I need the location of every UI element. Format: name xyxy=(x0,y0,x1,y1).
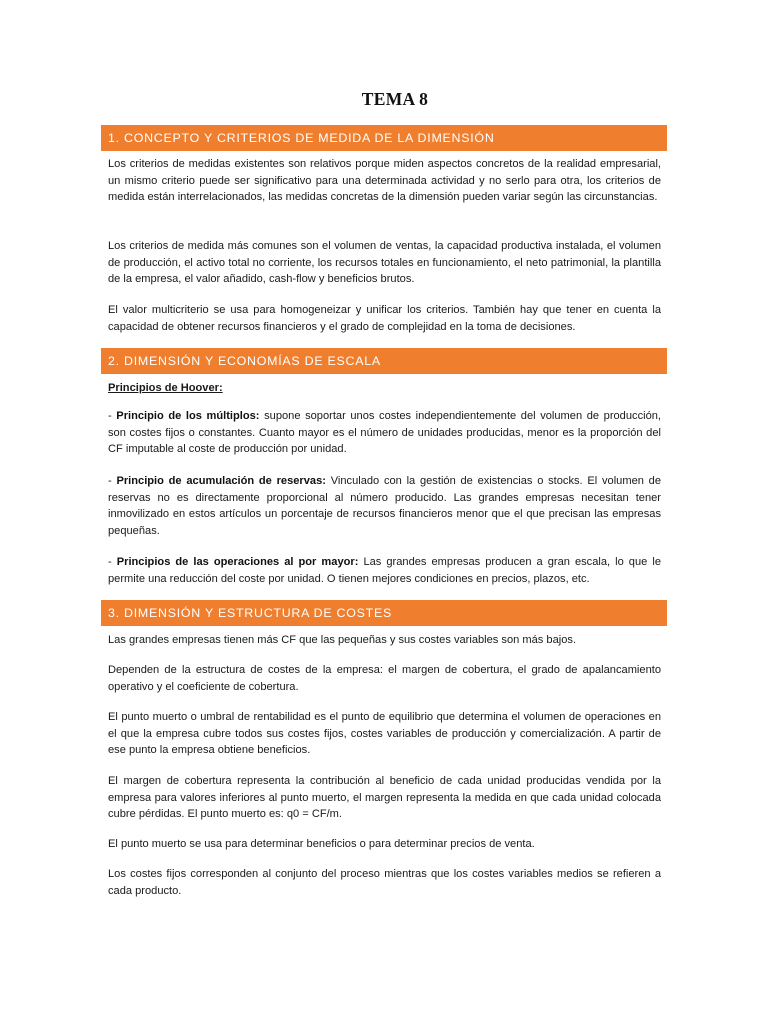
item-prefix: - xyxy=(108,556,117,568)
section-1-paragraph-2: Los criterios de medida más comunes son el volumen de ventas, la capacidad productiva instalada, el volumen de producción, el activo total no corriente, los recursos totales en funcionamiento, el neto patrimonial, la plantilla de la empresa, el valor añadido, cash-flow y beneficios brutos. xyxy=(108,240,661,285)
section-2-item-3 xyxy=(108,554,661,587)
section-2-item-2 xyxy=(108,473,661,539)
item-prefix: - xyxy=(108,410,117,422)
section-2-subtitle xyxy=(108,380,661,397)
item-term: Principio de los múltiplos: xyxy=(116,410,260,422)
section-3-paragraph-5: El punto muerto se usa para determinar beneficios o para determinar precios de venta. xyxy=(108,838,535,850)
page-title: TEMA 8 xyxy=(361,89,429,109)
section-3-paragraph-1: Las grandes empresas tienen más CF que las pequeñas y sus costes variables son más bajos. xyxy=(108,634,577,646)
section-3-paragraph-6: Los costes fijos corresponden al conjunto del proceso mientras que los costes variables medios se refieren a cada producto. xyxy=(108,868,661,897)
section-2-header: 2. DIMENSIÓN Y ECONOMÍAS DE ESCALA xyxy=(101,348,667,374)
item-text: supone soportar unos costes independientemente del volumen de producción, son costes fijos o constantes. Cuanto mayor es el número de unidades producidas, menor es la proporción del CF imputable al coste de producción por unidad. xyxy=(108,410,662,455)
item-text: Vinculado con la gestión de existencias o stocks. El volumen de reservas no es directamente proporcional al número producido. Las grandes empresas necesitan tener inmovilizado en estos artículos un porcentaje de recursos financieros menor que el que precisan las empresas pequeñas. xyxy=(108,475,661,537)
hoover-principles-title: Principios de Hoover: xyxy=(108,382,223,394)
section-1-paragraph-1: Los criterios de medidas existentes son relativos porque miden aspectos concretos de la realidad empresarial, un mismo criterio puede ser significativo para una determinada actividad y no serlo para otra, los criterios de medida están interrelacionados, las medidas concretas de la dimensión pueden variar según las circunstancias. xyxy=(108,158,661,203)
section-3-header: 3. DIMENSIÓN Y ESTRUCTURA DE COSTES xyxy=(101,600,667,626)
section-3-paragraph-3: El punto muerto o umbral de rentabilidad es el punto de equilibrio que determina el volumen de operaciones en el que la empresa cubre todos sus costes fijos, costes variables de producción y comercialización. A partir de ese punto la empresa obtiene beneficios. xyxy=(108,711,661,756)
section-1-paragraph-3: El valor multicriterio se usa para homogeneizar y unificar los criterios. También hay que tener en cuenta la capacidad de obtener recursos financieros y el grado de complejidad en la toma de decisiones. xyxy=(108,304,661,333)
section-3-paragraph-2: Dependen de la estructura de costes de la empresa: el margen de cobertura, el grado de apalancamiento operativo y el coeficiente de cobertura. xyxy=(108,664,661,693)
item-term: Principio de acumulación de reservas: xyxy=(116,475,326,487)
section-1-header: 1. CONCEPTO Y CRITERIOS DE MEDIDA DE LA DIMENSIÓN xyxy=(101,125,667,151)
item-text: Las grandes empresas producen a gran escala, lo que le permite una reducción del coste por unidad. O tienen mejores condiciones en precios, plazos, etc. xyxy=(108,556,661,585)
item-prefix: - xyxy=(108,475,117,487)
section-2-item-1 xyxy=(108,408,661,458)
item-term: Principios de las operaciones al por mayor: xyxy=(116,556,359,568)
section-3-paragraph-4: El margen de cobertura representa la contribución al beneficio de cada unidad producidas vendida por la empresa para valores inferiores al punto muerto, el margen representa la medida en que cada unidad colocada cubre pérdidas. El punto muerto es: q0 = CF/m. xyxy=(108,775,661,820)
